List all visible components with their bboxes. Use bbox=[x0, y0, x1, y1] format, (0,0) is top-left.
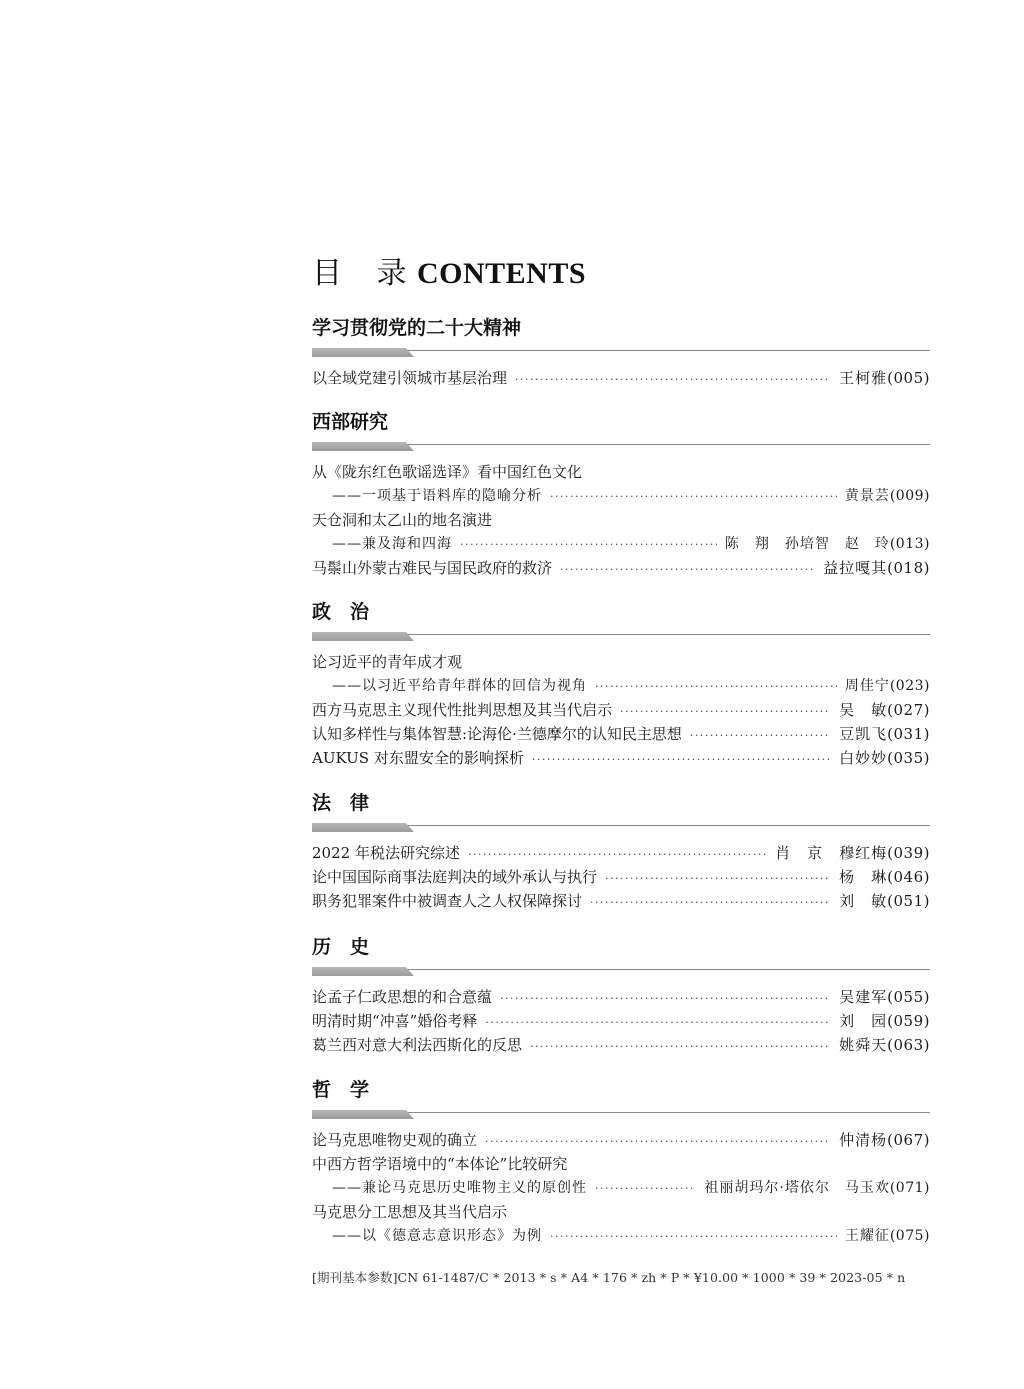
section-party-spirit bbox=[312, 316, 930, 390]
section-divider bbox=[312, 632, 930, 642]
entry-title: 论马克思唯物史观的确立 bbox=[312, 1131, 478, 1149]
section-divider bbox=[312, 442, 930, 452]
section-heading: 学习贯彻党的二十大精神 bbox=[312, 317, 522, 339]
entry-author: 肖 京 穆红梅 bbox=[775, 844, 888, 862]
dot-leader bbox=[500, 987, 831, 1011]
entry-author: 白妙妙 bbox=[839, 749, 888, 767]
dot-leader bbox=[620, 700, 831, 724]
toc-entry[interactable] bbox=[312, 698, 930, 722]
journal-parameters-footer: [期刊基本参数]CN 61-1487/C * 2013 * s * A4 * 176 * zh * P * ¥10.00 * 1000 * 39 * 2023-05 * n bbox=[312, 1270, 906, 1285]
dot-leader bbox=[468, 843, 767, 867]
entry-author: 吴 敏 bbox=[839, 701, 888, 719]
entry-author: 周佳宁 bbox=[844, 678, 890, 694]
section-heading: 哲 学 bbox=[312, 1079, 370, 1101]
entry-list bbox=[312, 985, 930, 1057]
entry-title: 西方马克思主义现代性批判思想及其当代启示 bbox=[312, 701, 613, 719]
dot-leader bbox=[532, 748, 831, 772]
entry-title: 葛兰西对意大利法西斯化的反思 bbox=[312, 1036, 523, 1054]
entry-page: (039) bbox=[887, 844, 930, 862]
entry-list bbox=[312, 1128, 930, 1248]
entry-subtitle: ——兼及海和四海 bbox=[332, 536, 452, 552]
entry-subtitle: ——以《德意志意识形态》为例 bbox=[332, 1228, 542, 1244]
entry-title: 2022 年税法研究综述 bbox=[312, 844, 460, 862]
entry-title: 职务犯罪案件中被调查人之人权保障探讨 bbox=[312, 892, 583, 910]
entry-page: (009) bbox=[889, 488, 930, 504]
entry-list bbox=[312, 650, 930, 770]
entry-subtitle: ——以习近平给青年群体的回信为视角 bbox=[332, 678, 587, 694]
entry-title: 论中国国际商事法庭判决的域外承认与执行 bbox=[312, 868, 598, 886]
title-en: CONTENTS bbox=[417, 257, 587, 290]
entry-author: 豆凯飞 bbox=[839, 725, 888, 743]
entry-author: 杨 琳 bbox=[839, 868, 888, 886]
section-western-studies bbox=[312, 410, 930, 580]
dot-leader bbox=[595, 1177, 696, 1201]
toc-entry[interactable] bbox=[312, 460, 930, 484]
dot-leader bbox=[595, 675, 837, 699]
section-divider bbox=[312, 823, 930, 833]
toc-entry[interactable] bbox=[312, 985, 930, 1009]
toc-entry-subtitle[interactable] bbox=[312, 532, 930, 556]
toc-entry[interactable] bbox=[312, 1152, 930, 1176]
section-politics bbox=[312, 600, 930, 770]
entry-page: (031) bbox=[887, 725, 930, 743]
toc-entry[interactable] bbox=[312, 1200, 930, 1224]
section-divider bbox=[312, 967, 930, 977]
dot-leader bbox=[485, 1130, 831, 1154]
entry-author: 黄景芸 bbox=[844, 488, 890, 504]
toc-entry[interactable] bbox=[312, 841, 930, 865]
entry-page: (051) bbox=[887, 892, 930, 910]
entry-list bbox=[312, 366, 930, 390]
toc-entry[interactable] bbox=[312, 508, 930, 532]
dot-leader bbox=[550, 485, 837, 509]
section-divider bbox=[312, 348, 930, 358]
section-heading: 政 治 bbox=[312, 601, 370, 623]
dot-leader bbox=[460, 533, 717, 557]
dot-leader bbox=[560, 558, 815, 582]
entry-subtitle: ——兼论马克思历史唯物主义的原创性 bbox=[332, 1180, 587, 1196]
entry-title: 马克思分工思想及其当代启示 bbox=[312, 1203, 508, 1221]
entry-subtitle: ——一项基于语料库的隐喻分析 bbox=[332, 488, 542, 504]
entry-author: 刘 园 bbox=[839, 1012, 888, 1030]
entry-page: (067) bbox=[887, 1131, 930, 1149]
entry-page: (027) bbox=[887, 701, 930, 719]
dot-leader bbox=[550, 1225, 837, 1249]
toc-entry[interactable] bbox=[312, 556, 930, 580]
entry-title: 中西方哲学语境中的“本体论”比较研究 bbox=[312, 1155, 568, 1173]
entry-page: (005) bbox=[887, 369, 930, 387]
toc-entry[interactable] bbox=[312, 1128, 930, 1152]
section-divider bbox=[312, 1110, 930, 1120]
entry-author: 祖丽胡玛尔·塔依尔 马玉欢 bbox=[704, 1180, 890, 1196]
dot-leader bbox=[605, 867, 831, 891]
dot-leader bbox=[590, 891, 831, 915]
entry-title: AUKUS 对东盟安全的影响探析 bbox=[312, 749, 524, 767]
entry-title: 论习近平的青年成才观 bbox=[312, 653, 463, 671]
entry-page: (018) bbox=[887, 559, 930, 577]
toc-entry-subtitle[interactable] bbox=[312, 484, 930, 508]
entry-author: 王耀征 bbox=[844, 1228, 890, 1244]
entry-page: (059) bbox=[887, 1012, 930, 1030]
title-cn-2: 录 bbox=[376, 256, 407, 291]
entry-author: 陈 翔 孙培智 赵 玲 bbox=[724, 536, 890, 552]
entry-title: 明清时期“冲喜”婚俗考释 bbox=[312, 1012, 478, 1030]
entry-title: 马鬃山外蒙古难民与国民政府的救济 bbox=[312, 559, 553, 577]
entry-page: (055) bbox=[887, 988, 930, 1006]
dot-leader bbox=[485, 1011, 831, 1035]
entry-title: 论孟子仁政思想的和合意蕴 bbox=[312, 988, 493, 1006]
toc-entry[interactable] bbox=[312, 722, 930, 746]
entry-page: (023) bbox=[889, 678, 930, 694]
section-heading: 历 史 bbox=[312, 936, 370, 958]
toc-entry-subtitle[interactable] bbox=[312, 1176, 930, 1200]
toc-entry[interactable] bbox=[312, 889, 930, 913]
entry-list bbox=[312, 841, 930, 913]
toc-entry[interactable] bbox=[312, 650, 930, 674]
entry-author: 吴建军 bbox=[839, 988, 888, 1006]
toc-entry[interactable] bbox=[312, 865, 930, 889]
page-title bbox=[312, 248, 586, 292]
section-history bbox=[312, 935, 930, 1057]
section-heading: 西部研究 bbox=[312, 411, 389, 433]
toc-entry-subtitle[interactable] bbox=[312, 674, 930, 698]
entry-list bbox=[312, 460, 930, 580]
entry-page: (075) bbox=[889, 1228, 930, 1244]
entry-author: 姚舜天 bbox=[839, 1036, 888, 1054]
section-law bbox=[312, 791, 930, 913]
entry-page: (035) bbox=[887, 749, 930, 767]
entry-title: 天仓洞和太乙山的地名演进 bbox=[312, 511, 493, 529]
entry-page: (063) bbox=[887, 1036, 930, 1054]
dot-leader bbox=[690, 724, 831, 748]
toc-entry[interactable] bbox=[312, 746, 930, 770]
toc-entry[interactable] bbox=[312, 1033, 930, 1057]
dot-leader bbox=[515, 368, 831, 392]
entry-author: 刘 敏 bbox=[839, 892, 888, 910]
toc-entry[interactable] bbox=[312, 1009, 930, 1033]
dot-leader bbox=[530, 1035, 831, 1059]
entry-title: 认知多样性与集体智慧:论海伦·兰德摩尔的认知民主思想 bbox=[312, 725, 682, 743]
entry-author: 王柯雅 bbox=[839, 369, 888, 387]
entry-title: 以全域党建引领城市基层治理 bbox=[312, 369, 508, 387]
entry-page: (013) bbox=[889, 536, 930, 552]
entry-author: 仲清杨 bbox=[839, 1131, 888, 1149]
section-heading: 法 律 bbox=[312, 792, 370, 814]
section-philosophy bbox=[312, 1078, 930, 1248]
toc-entry-subtitle[interactable] bbox=[312, 1224, 930, 1248]
entry-title: 从《陇东红色歌谣选译》看中国红色文化 bbox=[312, 463, 583, 481]
entry-page: (071) bbox=[889, 1180, 930, 1196]
entry-author: 益拉嘎其 bbox=[823, 559, 888, 577]
toc-entry[interactable] bbox=[312, 366, 930, 390]
entry-page: (046) bbox=[887, 868, 930, 886]
title-cn-1: 目 bbox=[312, 256, 343, 291]
